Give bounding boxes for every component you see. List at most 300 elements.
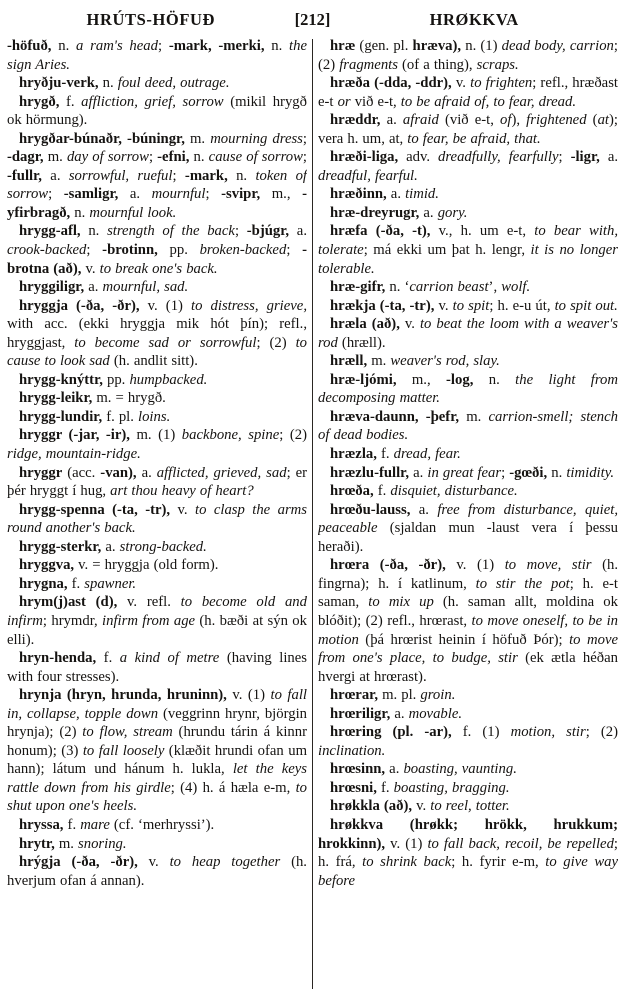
dictionary-entry (7, 501, 307, 538)
gloss-text: mare (80, 816, 110, 833)
body-text: v. (1) (226, 687, 271, 704)
body-text: n. (473, 371, 516, 388)
header-last-headword: HRØKKVA (429, 10, 519, 29)
gloss-text: to spit out. (554, 297, 618, 314)
gloss-text: mournful (151, 186, 206, 203)
body-text: m. (459, 408, 489, 425)
body-text: ; (148, 149, 158, 166)
body-text: ; (2) (318, 38, 618, 73)
gloss-text: to heap together (169, 854, 281, 871)
gloss-text: snoring. (78, 835, 127, 852)
gloss-text: to clasp the arms round another's back. (7, 501, 307, 537)
gloss-text: of (500, 112, 512, 129)
headword-text: hryggva, (19, 557, 75, 574)
body-text: f. (376, 446, 394, 463)
headword-text: hrytr, (19, 835, 55, 852)
gloss-text: timid. (405, 186, 439, 203)
body-text: v. (1) (385, 835, 428, 852)
gloss-text: frightened (526, 112, 587, 129)
headword-text: hræzla, (330, 446, 377, 463)
body-text: v. (434, 297, 453, 314)
gloss-text: art thou heavy of heart? (110, 483, 254, 500)
body-text: m., (260, 186, 303, 203)
body-text: f. (373, 483, 391, 500)
gloss-text: disquiet, disturbance. (390, 483, 518, 500)
gloss-text: afflicted, grieved, sad (156, 464, 287, 481)
body-text: ; (234, 223, 247, 240)
gloss-text: to flow, stream (82, 724, 173, 741)
dictionary-entry (7, 130, 307, 223)
gloss-text: boasting, vaunting. (403, 761, 517, 778)
gloss-text: to beat the loom with a weaver's rod (318, 316, 618, 351)
dictionary-entry (318, 723, 618, 760)
gloss-text: wolf. (501, 279, 531, 296)
gloss-text: afraid (402, 112, 439, 129)
body-text: m. = hrygð. (92, 390, 166, 407)
headword-text: hrøkkva (hrøkk; hrökk, hrukkum; hrokkinn), (318, 816, 618, 852)
headword-text: hræ (330, 38, 356, 54)
headword-text: hrœða, (330, 483, 374, 500)
headword-text: hryssa, (19, 816, 64, 833)
body-text: f. (1) (451, 724, 511, 741)
gloss-text: to move oneself, to be in motion (318, 612, 618, 648)
headword-text: -gœði, (509, 464, 548, 481)
gloss-text: to move, stir (504, 557, 592, 574)
dictionary-entry (318, 204, 618, 223)
dictionary-entry (7, 464, 307, 501)
gloss-text: broken-backed (199, 242, 287, 259)
body-text: a. (380, 112, 403, 129)
dictionary-entry (318, 686, 618, 705)
headword-text: hræ-gifr, (330, 279, 386, 296)
gloss-text: mourning dress (210, 130, 303, 147)
headword-text: hræða (-dda, -ddr), (330, 75, 452, 92)
body-text: f. (59, 93, 82, 110)
dictionary-entry (318, 185, 618, 204)
body-text: v. refl. (117, 594, 181, 611)
header-first-headword: HRÚTS-HÖFUÐ (86, 10, 216, 29)
dictionary-entry (7, 389, 307, 408)
gloss-text: to mix up (368, 594, 434, 611)
body-text: v. (170, 501, 195, 518)
body-text: v. (137, 854, 170, 871)
headword-text: -mark, -merki, (168, 38, 265, 54)
body-text: ; h. e-u út, (489, 297, 555, 314)
body-text: a. (118, 186, 152, 203)
gloss-text: carrion beast (409, 279, 489, 296)
body-text: a. (41, 167, 69, 184)
body-text: við e-t, (350, 93, 401, 110)
dictionary-entry (7, 74, 307, 93)
body-text: n. ‘ (385, 279, 410, 296)
headword-text: -fullr, (7, 167, 42, 184)
dictionary-entry (7, 426, 307, 463)
gloss-text: a kind of metre (119, 650, 220, 667)
gloss-text: to fall in, collapse, topple down (7, 687, 307, 722)
headword-text: -bjúgr, (246, 223, 290, 240)
body-text: (gen. pl. (355, 38, 413, 54)
gloss-text: strong-backed. (119, 538, 207, 555)
headword-text: -dagr, (7, 149, 44, 166)
dictionary-entry (318, 779, 618, 798)
dictionary-entry (7, 371, 307, 390)
gloss-text: a ram's head (76, 38, 158, 54)
gloss-text: humpbacked. (129, 371, 208, 388)
gloss-text: at (597, 112, 609, 129)
headword-text: hrygð, (19, 93, 60, 110)
body-text: n. (189, 149, 209, 166)
gloss-text: fragments (339, 56, 398, 73)
body-text: ; (4) h. á hæla e-m, (170, 779, 296, 796)
body-text: a. (386, 186, 406, 203)
gloss-text: weaver's rod, slay. (390, 353, 500, 370)
body-text: ; refl., hræðast e-t (318, 75, 618, 110)
body-text: ; (48, 186, 64, 203)
gloss-text: the light from decomposing matter. (318, 371, 618, 407)
gloss-text: to fall back, recoil, be repelled (427, 835, 614, 852)
body-text: (við e-t, (438, 112, 501, 129)
column-divider-rule (312, 39, 313, 989)
left-column (7, 37, 307, 989)
body-text: ( (586, 112, 598, 129)
gloss-text: dreadfully, fearfully (438, 149, 559, 166)
page-number: [212] (294, 10, 331, 29)
dictionary-entry (318, 222, 618, 278)
gloss-text: mournful, sad. (102, 279, 189, 296)
gloss-text: movable. (408, 705, 463, 722)
gloss-text: to reel, totter. (430, 798, 510, 815)
dictionary-entry (7, 297, 307, 371)
body-text: ; (302, 130, 307, 147)
gloss-text: groin. (420, 687, 456, 704)
body-text: ; (558, 149, 571, 166)
body-text: ; h. frá, (318, 835, 618, 871)
gloss-text: to break one's back. (99, 260, 218, 277)
body-text: ’, (488, 279, 502, 296)
headword-text: -log, (446, 371, 474, 388)
gloss-text: ridge, mountain-ridge. (7, 446, 141, 463)
body-text: (of a thing), (397, 56, 477, 73)
body-text: n. (227, 167, 256, 184)
headword-text: hrygg-knýttr, (19, 371, 103, 388)
body-text: a. (136, 464, 157, 481)
headword-text: hrygðar-búnaðr, -búningr, (19, 130, 185, 147)
body-text: (h. saman allt, moldina ok blóðit); (2) refl., hrœrast, (318, 594, 618, 629)
body-text: (hræll). (337, 334, 386, 351)
dictionary-entry (7, 222, 307, 278)
gloss-text: spawner. (84, 575, 137, 592)
gloss-text: mournful look. (89, 204, 177, 221)
body-text: (klæðit hrundi ofan um hann); látum und hánum h. lukla, (7, 742, 307, 778)
gloss-text: to become sad or sorrowful (74, 334, 257, 351)
headword-text: hrygg-lundir, (19, 408, 103, 425)
gloss-text: dread, fear. (393, 446, 461, 463)
dictionary-entry (318, 760, 618, 779)
body-text: ; (302, 149, 307, 166)
dictionary-entry (318, 556, 618, 686)
gloss-text: foul deed, outrage. (117, 75, 230, 92)
body-text: with acc. (ekki hryggja mik hót þín); refl., hryggjast, (7, 316, 307, 351)
body-text: ; (205, 186, 222, 203)
body-text: adv. (398, 149, 439, 166)
headword-text: hrœrar, (330, 687, 378, 704)
gloss-text: to bear with, tolerate (318, 223, 618, 259)
body-text: pp. (102, 371, 130, 388)
gloss-text: scraps. (476, 56, 519, 73)
headword-text: -samligr, (63, 186, 119, 203)
gloss-text: to be afraid of, to fear, dread. (400, 93, 577, 110)
gloss-text: cause of sorrow (208, 149, 303, 166)
headword-text: -mark, (184, 167, 228, 184)
gloss-text: in great fear (427, 464, 502, 481)
body-text: n. (80, 223, 108, 240)
running-header (7, 8, 618, 37)
dictionary-entry (318, 482, 618, 501)
right-column (318, 37, 618, 989)
gloss-text: to become old and infirm (7, 594, 307, 629)
body-text: ; (172, 167, 185, 184)
headword-text: hræddr, (330, 112, 381, 129)
gloss-text: to fall loosely (82, 742, 165, 759)
headword-text: hryggiligr, (19, 279, 85, 296)
dictionary-entry (7, 853, 307, 890)
headword-text: hrœra (-ða, -ðr), (330, 557, 446, 574)
gloss-text: to shut upon one's heels. (7, 779, 307, 815)
gloss-text: strength of the back (107, 223, 235, 240)
dictionary-entry (318, 705, 618, 724)
headword-text: -van), (100, 464, 137, 481)
body-text: ; má ekki um þat h. lengr, (363, 242, 531, 259)
body-text: n. (70, 204, 90, 221)
gloss-text: to fear, be afraid, that. (407, 130, 541, 147)
body-text: (cf. ‘merhryssi’). (109, 816, 215, 833)
dictionary-entry (7, 575, 307, 594)
body-text: (þá hrœrist heinin í höfuð Þór); (358, 631, 570, 648)
body-text: n. (98, 75, 118, 92)
body-text: f. (67, 575, 85, 592)
headword-text: -svipr, (221, 186, 261, 203)
body-text: f. (96, 650, 120, 667)
body-text: ; hrymdr, (42, 612, 103, 629)
body-text: m. pl. (378, 687, 421, 704)
gloss-text: day of sorrow (66, 149, 149, 166)
headword-text: hrœriligr, (330, 705, 391, 722)
body-text: v. = hryggja (old form). (74, 557, 219, 574)
headword-text: -yfirbragð, (7, 186, 307, 221)
dictionary-entry (318, 408, 618, 445)
dictionary-entry (318, 37, 618, 74)
body-text: (ek ætla héðan hvergi at hrœrast). (318, 650, 618, 685)
headword-text: hræðinn, (330, 186, 387, 203)
headword-text: hryggr (-jar, -ir), (19, 427, 130, 444)
body-text: a. (410, 501, 438, 518)
gloss-text: crook-backed (7, 242, 87, 259)
dictionary-entry (318, 445, 618, 464)
dictionary-entry (7, 556, 307, 575)
body-text: ; (157, 38, 169, 54)
body-text: ; h. fyrir e-m, (451, 854, 546, 871)
dictionary-entry (7, 686, 307, 816)
headword-text: hræzlu-fullr, (330, 464, 410, 481)
body-text: ; (2) (256, 334, 296, 351)
dictionary-entry (7, 93, 307, 130)
body-text: ; (2) (279, 427, 307, 444)
gloss-text: timidity. (566, 464, 615, 481)
body-text: a. (419, 204, 438, 221)
gloss-text: free from disturbance, quiet, peaceable (318, 501, 618, 537)
body-text: pp. (157, 242, 200, 259)
body-text: n. (547, 464, 567, 481)
body-text: a. (84, 279, 103, 296)
headword-text: hrygg-leikr, (19, 390, 93, 407)
body-text: f. (376, 779, 394, 796)
headword-text: -ligr, (570, 149, 600, 166)
headword-text: hrœðu-lauss, (330, 501, 411, 518)
gloss-text: motion, stir (510, 724, 586, 741)
headword-text: hrœsni, (330, 779, 377, 796)
body-text: (hrundu tárin á kinnr honum); (3) (7, 724, 307, 759)
dictionary-entry (7, 649, 307, 686)
headword-text: hræla (að), (330, 316, 400, 333)
headword-text: hræll, (330, 353, 368, 370)
body-text: ); vera h. um, at, (318, 112, 618, 147)
headword-text: -höfuð, (7, 38, 52, 54)
dictionary-entry (318, 278, 618, 297)
headword-text: hrœring (pl. -ar), (330, 724, 452, 741)
headword-text: hrækja (-ta, -tr), (330, 297, 435, 314)
dictionary-entry (7, 278, 307, 297)
gloss-text: sorrowful, rueful (68, 167, 173, 184)
body-text: v. (451, 75, 471, 92)
gloss-text: or (337, 93, 351, 110)
gloss-text: to cause to look sad (7, 334, 307, 370)
headword-text: hræva), (412, 38, 462, 54)
gloss-text: it is no longer tolerable. (318, 242, 618, 277)
body-text: m. (1) (129, 427, 182, 444)
headword-text: hræði-liga, (330, 149, 399, 166)
body-text: (sjaldan mun -laust vera í þessu heraði). (318, 520, 618, 555)
body-text: a. (390, 705, 409, 722)
dictionary-entry (318, 371, 618, 408)
dictionary-entry (318, 297, 618, 316)
body-text: (acc. (62, 464, 101, 481)
body-text: (h. bæði at sýn ok elli). (7, 612, 307, 648)
gloss-text: the sign Aries. (7, 38, 307, 73)
headword-text: hrøkkla (að), (330, 798, 413, 815)
dictionary-entry (318, 148, 618, 185)
headword-text: hryðju-verk, (19, 75, 99, 92)
gloss-text: to move from one's place, to budge, stir (318, 631, 618, 667)
body-text: a. (599, 149, 618, 166)
body-text: f. (63, 816, 81, 833)
body-text: v. (81, 260, 100, 277)
headword-text: hrýgja (-ða, -ðr), (19, 854, 138, 871)
dictionary-entry (7, 835, 307, 854)
body-text: v. (412, 798, 431, 815)
headword-text: hryggja (-ða, -ðr), (19, 297, 140, 314)
body-text: n. (1) (461, 38, 502, 54)
body-text: v., h. um e-t, (430, 223, 535, 240)
body-text: m. (54, 835, 79, 852)
gloss-text: infirm from age (102, 612, 196, 629)
headword-text: hræva-daunn, -þefr, (330, 408, 460, 425)
gloss-text: to distress, grieve, (191, 297, 307, 314)
headword-text: hrygna, (19, 575, 68, 592)
dictionary-entry (318, 111, 618, 148)
text-columns (7, 37, 618, 989)
headword-text: hryn-henda, (19, 650, 97, 667)
headword-text: hryggr (19, 464, 63, 481)
body-text: (veggrinn hrynr, björgin hrynja); (2) (7, 705, 307, 741)
gloss-text: carrion-smell; stench of dead bodies. (318, 408, 618, 444)
gloss-text: to spit (452, 297, 490, 314)
gloss-text: affliction, grief, sorrow (81, 93, 224, 110)
body-text: n. (51, 38, 77, 54)
gloss-text: to shrink back (362, 854, 452, 871)
gloss-text: inclination. (318, 742, 386, 759)
dictionary-entry (318, 816, 618, 890)
body-text: (mikil hrygð ok hörmung). (7, 93, 307, 129)
body-text: ; h. e-t saman, (318, 575, 618, 611)
gloss-text: loins. (138, 408, 171, 425)
headword-text: hræ-ljómi, (330, 371, 397, 388)
dictionary-entry (7, 816, 307, 835)
gloss-text: to give way before (318, 854, 618, 889)
body-text: a. (289, 223, 307, 240)
body-text: ; (2) (585, 724, 618, 741)
headword-text: hræ-dreyrugr, (330, 204, 420, 221)
body-text: (h. andlit sitt). (109, 353, 198, 370)
gloss-text: to frighten (470, 75, 533, 92)
dictionary-entry (7, 593, 307, 649)
body-text: ; (501, 464, 510, 481)
body-text: m., (396, 371, 447, 388)
body-text: (h. fingrna); h. í katlinum, (318, 557, 618, 592)
headword-text: hrym(j)ast (d), (19, 594, 118, 611)
body-text: a. (409, 464, 428, 481)
body-text: m. (367, 353, 391, 370)
dictionary-entry (7, 37, 307, 74)
body-text: n. (264, 38, 290, 54)
headword-text: hrygg-afl, (19, 223, 81, 240)
headword-text: hrœsinn, (330, 761, 386, 778)
body-text: m. (184, 130, 211, 147)
gloss-text: dreadful, fearful. (318, 167, 418, 184)
dictionary-entry (318, 464, 618, 483)
dictionary-entry (318, 501, 618, 557)
gloss-text: let the keys rattle down from his girdle (7, 761, 307, 796)
headword-text: -brotinn, (102, 242, 158, 259)
body-text: v. (1) (139, 297, 192, 314)
dictionary-entry (7, 538, 307, 557)
gloss-text: dead body, carrion (501, 38, 614, 54)
headword-text: hrygg-spenna (-ta, -tr), (19, 501, 171, 518)
dictionary-entry (7, 408, 307, 427)
headword-text: -efni, (157, 149, 190, 166)
headword-text: -brotna (að), (7, 242, 307, 277)
headword-text: hrynja (hryn, hrunda, hruninn), (19, 687, 227, 704)
body-text: ; er þér hryggt í hug, (7, 464, 307, 500)
gloss-text: gory. (437, 204, 468, 221)
dictionary-entry (318, 352, 618, 371)
body-text: ), (511, 112, 527, 129)
dictionary-entry (318, 74, 618, 111)
body-text: m. (43, 149, 67, 166)
gloss-text: boasting, bragging. (393, 779, 510, 796)
gloss-text: backbone, spine (181, 427, 280, 444)
dictionary-entry (318, 315, 618, 352)
body-text: f. pl. (102, 408, 138, 425)
